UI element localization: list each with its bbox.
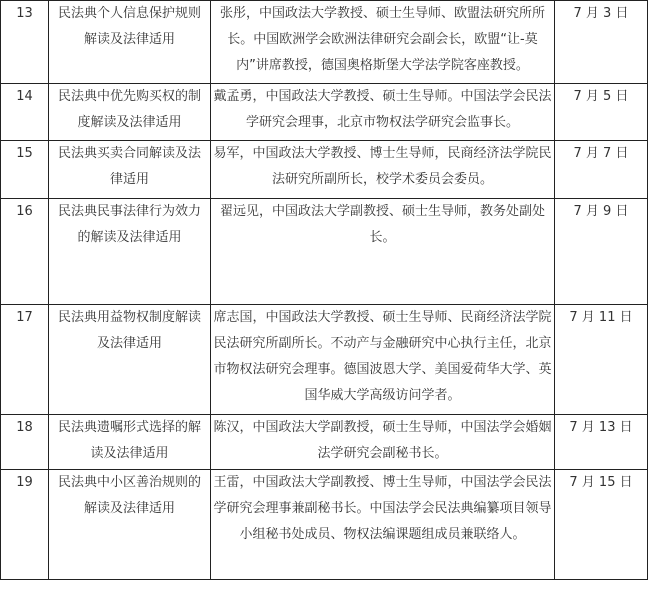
table-row <box>1 84 648 141</box>
table-row <box>1 415 648 470</box>
lecture-date: 7 月 15 日 <box>555 470 648 580</box>
table-row <box>1 141 648 199</box>
lecture-date: 7 月 13 日 <box>555 415 648 470</box>
speaker-bio: 席志国，中国政法大学教授、硕士生导师、民商经济法学院民法研究所副所长。不动产与金融研究中心执行主任，北京市物权法研究会理事。德国波恩大学、美国爱荷华大学、英国华威大学高级访问学者。 <box>211 305 555 415</box>
row-number: 18 <box>1 415 49 470</box>
speaker-bio: 王雷，中国政法大学副教授、博士生导师，中国法学会民法学研究会理事兼副秘书长。中国法学会民法典编纂项目领导小组秘书处成员、物权法编课题组成员兼联络人。 <box>211 470 555 580</box>
lecture-topic: 民法典用益物权制度解读及法律适用 <box>49 305 211 415</box>
lecture-topic: 民法典中优先购买权的制度解读及法律适用 <box>49 84 211 141</box>
row-number: 17 <box>1 305 49 415</box>
lecture-topic: 民法典个人信息保护规则解读及法律适用 <box>49 1 211 84</box>
row-number: 19 <box>1 470 49 580</box>
lecture-date: 7 月 3 日 <box>555 1 648 84</box>
lecture-topic: 民法典遗嘱形式选择的解读及法律适用 <box>49 415 211 470</box>
row-number: 14 <box>1 84 49 141</box>
lecture-topic: 民法典买卖合同解读及法律适用 <box>49 141 211 199</box>
lecture-date: 7 月 9 日 <box>555 199 648 305</box>
speaker-bio: 戴孟勇，中国政法大学教授、硕士生导师。中国法学会民法学研究会理事，北京市物权法学研究会监事长。 <box>211 84 555 141</box>
table-row <box>1 199 648 305</box>
table-row <box>1 470 648 580</box>
lecture-topic: 民法典民事法律行为效力的解读及法律适用 <box>49 199 211 305</box>
table-row <box>1 305 648 415</box>
row-number: 16 <box>1 199 49 305</box>
lecture-date: 7 月 7 日 <box>555 141 648 199</box>
speaker-bio: 陈汉，中国政法大学副教授，硕士生导师，中国法学会婚姻法学研究会副秘书长。 <box>211 415 555 470</box>
row-number: 13 <box>1 1 49 84</box>
speaker-bio: 翟远见，中国政法大学副教授、硕士生导师，教务处副处长。 <box>211 199 555 305</box>
lecture-topic: 民法典中小区善治规则的解读及法律适用 <box>49 470 211 580</box>
speaker-bio: 张彤，中国政法大学教授、硕士生导师、欧盟法研究所所长。中国欧洲学会欧洲法律研究会副会长，欧盟“让-莫内”讲席教授，德国奥格斯堡大学法学院客座教授。 <box>211 1 555 84</box>
lecture-date: 7 月 5 日 <box>555 84 648 141</box>
speaker-bio: 易军，中国政法大学教授、博士生导师，民商经济法学院民法研究所副所长，校学术委员会委员。 <box>211 141 555 199</box>
row-number: 15 <box>1 141 49 199</box>
table-row <box>1 1 648 84</box>
lecture-date: 7 月 11 日 <box>555 305 648 415</box>
